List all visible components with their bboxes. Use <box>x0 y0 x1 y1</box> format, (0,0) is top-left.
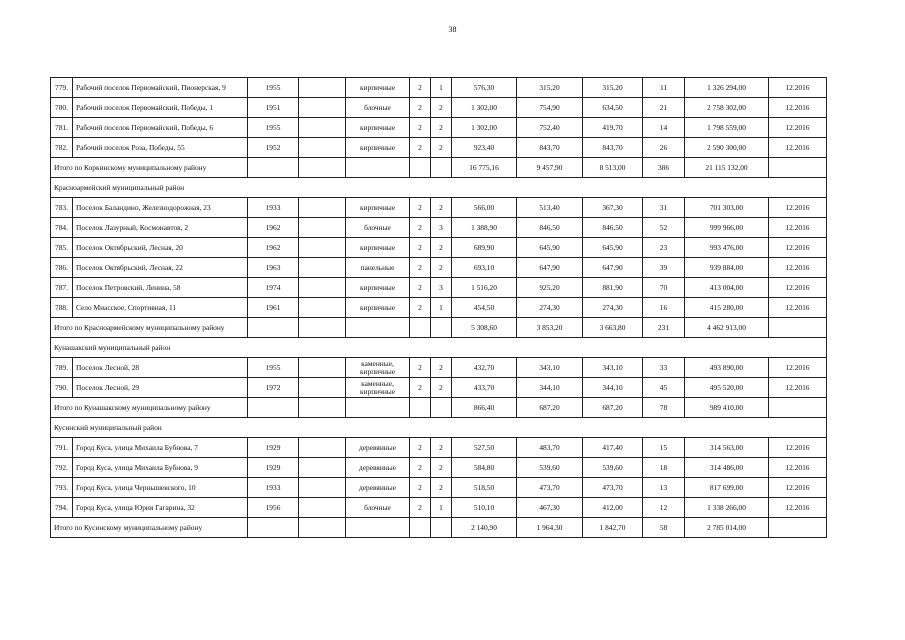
empty-cell <box>248 518 299 538</box>
address-cell: Поселок Октябрьский, Лесная, 22 <box>73 258 248 278</box>
district-section-row <box>51 338 827 358</box>
table-row <box>51 278 827 298</box>
residential-area-sum-cell: 1 842,70 <box>583 518 643 538</box>
total-area-cell: 689,90 <box>452 238 517 258</box>
empty-cell <box>769 158 827 178</box>
total-area-cell: 518,50 <box>452 478 517 498</box>
residential-area-cell: 315,20 <box>583 78 643 98</box>
wall-material-cell: кирпичные <box>346 278 410 298</box>
wall-material-cell: кирпичные <box>346 298 410 318</box>
year-cell: 1929 <box>248 438 299 458</box>
entrances-cell: 2 <box>431 378 452 398</box>
year-cell: 1956 <box>248 498 299 518</box>
residents-cell: 33 <box>643 358 685 378</box>
residential-area-cell: 419,70 <box>583 118 643 138</box>
row-number-cell: 786. <box>51 258 73 278</box>
residential-area-sum-cell: 3 663,80 <box>583 318 643 338</box>
living-area-cell: 843,70 <box>517 138 583 158</box>
deadline-cell: 12.2016 <box>769 198 827 218</box>
empty-cell <box>769 398 827 418</box>
wall-material-cell: кирпичные <box>346 118 410 138</box>
wall-material-cell: панельные <box>346 258 410 278</box>
deadline-cell: 12.2016 <box>769 118 827 138</box>
empty-cell <box>431 318 452 338</box>
living-area-cell: 647,90 <box>517 258 583 278</box>
address-cell: Село Миасское, Спортивная, 11 <box>73 298 248 318</box>
address-cell: Город Куса, улица Михаила Бубнова, 7 <box>73 438 248 458</box>
empty-cell <box>299 318 346 338</box>
empty-cell <box>410 518 431 538</box>
floors-cell: 2 <box>410 198 431 218</box>
empty-cell <box>299 78 346 98</box>
wall-material-cell: каменные, кирпичные <box>346 358 410 378</box>
living-area-cell: 539,60 <box>517 458 583 478</box>
total-label-cell: Итого по Кусинскому муниципальному району <box>51 518 248 538</box>
year-cell: 1962 <box>248 218 299 238</box>
empty-cell <box>410 158 431 178</box>
entrances-cell: 3 <box>431 278 452 298</box>
floors-cell: 2 <box>410 278 431 298</box>
residents-cell: 11 <box>643 78 685 98</box>
district-total-row <box>51 318 827 338</box>
empty-cell <box>410 318 431 338</box>
wall-material-cell: блочные <box>346 498 410 518</box>
entrances-cell: 2 <box>431 238 452 258</box>
deadline-cell: 12.2016 <box>769 378 827 398</box>
floors-cell: 2 <box>410 238 431 258</box>
empty-cell <box>299 298 346 318</box>
table-row <box>51 458 827 478</box>
living-area-cell: 846,50 <box>517 218 583 238</box>
living-area-cell: 344,10 <box>517 378 583 398</box>
total-area-cell: 510,10 <box>452 498 517 518</box>
row-number-cell: 787. <box>51 278 73 298</box>
address-cell: Рабочий поселок Первомайский, Победы, 1 <box>73 98 248 118</box>
row-number-cell: 785. <box>51 238 73 258</box>
total-area-cell: 1 302,00 <box>452 118 517 138</box>
residents-cell: 12 <box>643 498 685 518</box>
entrances-cell: 1 <box>431 298 452 318</box>
living-area-sum-cell: 1 964,30 <box>517 518 583 538</box>
row-number-cell: 794. <box>51 498 73 518</box>
empty-cell <box>346 158 410 178</box>
residents-cell: 70 <box>643 278 685 298</box>
table-row <box>51 138 827 158</box>
deadline-cell: 12.2016 <box>769 438 827 458</box>
living-area-cell: 483,70 <box>517 438 583 458</box>
cost-cell: 993 476,00 <box>685 238 769 258</box>
address-cell: Поселок Октябрьский, Лесная, 20 <box>73 238 248 258</box>
district-heading: Красноармейский муниципальный район <box>51 178 827 198</box>
row-number-cell: 788. <box>51 298 73 318</box>
floors-cell: 2 <box>410 498 431 518</box>
living-area-cell: 513,40 <box>517 198 583 218</box>
empty-cell <box>299 398 346 418</box>
floors-cell: 2 <box>410 358 431 378</box>
table-row <box>51 258 827 278</box>
year-cell: 1951 <box>248 98 299 118</box>
residents-cell: 18 <box>643 458 685 478</box>
cost-cell: 415 280,00 <box>685 298 769 318</box>
residents-cell: 26 <box>643 138 685 158</box>
living-area-cell: 274,30 <box>517 298 583 318</box>
total-label-cell: Итого по Коркинскому муниципальному району <box>51 158 248 178</box>
wall-material-cell: каменные, кирпичные <box>346 378 410 398</box>
wall-material-cell: блочные <box>346 98 410 118</box>
residents-cell: 31 <box>643 198 685 218</box>
year-cell: 1972 <box>248 378 299 398</box>
residents-cell: 45 <box>643 378 685 398</box>
cost-cell: 314 486,00 <box>685 458 769 478</box>
year-cell: 1955 <box>248 78 299 98</box>
entrances-cell: 2 <box>431 478 452 498</box>
total-area-cell: 433,70 <box>452 378 517 398</box>
district-section-row <box>51 178 827 198</box>
table-row <box>51 238 827 258</box>
empty-cell <box>346 518 410 538</box>
residents-cell: 23 <box>643 238 685 258</box>
table-row <box>51 378 827 398</box>
total-area-cell: 527,50 <box>452 438 517 458</box>
empty-cell <box>299 458 346 478</box>
residential-area-cell: 417,40 <box>583 438 643 458</box>
floors-cell: 2 <box>410 478 431 498</box>
cost-cell: 1 326 294,00 <box>685 78 769 98</box>
empty-cell <box>248 398 299 418</box>
residential-area-cell: 274,30 <box>583 298 643 318</box>
empty-cell <box>431 398 452 418</box>
empty-cell <box>299 118 346 138</box>
floors-cell: 2 <box>410 298 431 318</box>
floors-cell: 2 <box>410 78 431 98</box>
address-cell: Рабочий поселок Первомайский, Пионерская, 9 <box>73 78 248 98</box>
residential-area-cell: 881,90 <box>583 278 643 298</box>
entrances-cell: 2 <box>431 438 452 458</box>
floors-cell: 2 <box>410 98 431 118</box>
residents-cell: 13 <box>643 478 685 498</box>
row-number-cell: 781. <box>51 118 73 138</box>
deadline-cell: 12.2016 <box>769 138 827 158</box>
wall-material-cell: деревянные <box>346 458 410 478</box>
cost-sum-cell: 989 410,00 <box>685 398 769 418</box>
year-cell: 1933 <box>248 478 299 498</box>
address-cell: Поселок Лесной, 29 <box>73 378 248 398</box>
total-area-sum-cell: 866,40 <box>452 398 517 418</box>
row-number-cell: 791. <box>51 438 73 458</box>
entrances-cell: 2 <box>431 118 452 138</box>
cost-cell: 2 590 300,00 <box>685 138 769 158</box>
district-heading: Кунашакский муниципальный район <box>51 338 827 358</box>
wall-material-cell: кирпичные <box>346 198 410 218</box>
residents-sum-cell: 231 <box>643 318 685 338</box>
entrances-cell: 3 <box>431 218 452 238</box>
wall-material-cell: кирпичные <box>346 78 410 98</box>
total-area-cell: 1 302,00 <box>452 98 517 118</box>
table-row <box>51 98 827 118</box>
residential-area-cell: 645,90 <box>583 238 643 258</box>
district-total-row <box>51 398 827 418</box>
row-number-cell: 783. <box>51 198 73 218</box>
year-cell: 1955 <box>248 118 299 138</box>
entrances-cell: 1 <box>431 78 452 98</box>
table-row <box>51 118 827 138</box>
empty-cell <box>299 498 346 518</box>
total-area-cell: 584,80 <box>452 458 517 478</box>
address-cell: Поселок Петровский, Ленина, 58 <box>73 278 248 298</box>
residential-area-cell: 412,00 <box>583 498 643 518</box>
floors-cell: 2 <box>410 258 431 278</box>
residents-cell: 21 <box>643 98 685 118</box>
table-row <box>51 478 827 498</box>
total-area-cell: 1 516,20 <box>452 278 517 298</box>
residents-sum-cell: 58 <box>643 518 685 538</box>
cost-cell: 2 758 302,00 <box>685 98 769 118</box>
address-cell: Поселок Баландино, Железнодорожная, 23 <box>73 198 248 218</box>
deadline-cell: 12.2016 <box>769 478 827 498</box>
address-cell: Город Куса, улица Михаила Бубнова, 9 <box>73 458 248 478</box>
cost-sum-cell: 4 462 913,00 <box>685 318 769 338</box>
living-area-cell: 752,40 <box>517 118 583 138</box>
residential-area-sum-cell: 8 513,00 <box>583 158 643 178</box>
address-cell: Рабочий поселок Роза, Победы, 55 <box>73 138 248 158</box>
total-area-sum-cell: 5 308,60 <box>452 318 517 338</box>
row-number-cell: 793. <box>51 478 73 498</box>
empty-cell <box>299 138 346 158</box>
residents-sum-cell: 386 <box>643 158 685 178</box>
residential-area-cell: 344,10 <box>583 378 643 398</box>
cost-cell: 999 966,00 <box>685 218 769 238</box>
total-area-cell: 576,30 <box>452 78 517 98</box>
floors-cell: 2 <box>410 118 431 138</box>
empty-cell <box>431 518 452 538</box>
entrances-cell: 2 <box>431 98 452 118</box>
entrances-cell: 2 <box>431 458 452 478</box>
deadline-cell: 12.2016 <box>769 458 827 478</box>
living-area-cell: 473,70 <box>517 478 583 498</box>
table-row <box>51 78 827 98</box>
year-cell: 1955 <box>248 358 299 378</box>
row-number-cell: 789. <box>51 358 73 378</box>
cost-cell: 314 563,00 <box>685 438 769 458</box>
total-area-cell: 923,40 <box>452 138 517 158</box>
row-number-cell: 779. <box>51 78 73 98</box>
residents-cell: 39 <box>643 258 685 278</box>
empty-cell <box>769 318 827 338</box>
residential-area-cell: 843,70 <box>583 138 643 158</box>
deadline-cell: 12.2016 <box>769 298 827 318</box>
living-area-cell: 343,10 <box>517 358 583 378</box>
empty-cell <box>299 258 346 278</box>
district-total-row <box>51 518 827 538</box>
table-body <box>51 78 827 538</box>
total-area-cell: 1 388,90 <box>452 218 517 238</box>
deadline-cell: 12.2016 <box>769 218 827 238</box>
living-area-cell: 754,90 <box>517 98 583 118</box>
empty-cell <box>299 158 346 178</box>
page-number: 38 <box>448 25 457 34</box>
empty-cell <box>299 218 346 238</box>
living-area-sum-cell: 9 457,90 <box>517 158 583 178</box>
living-area-sum-cell: 3 853,20 <box>517 318 583 338</box>
district-total-row <box>51 158 827 178</box>
entrances-cell: 2 <box>431 358 452 378</box>
total-area-cell: 566,00 <box>452 198 517 218</box>
living-area-cell: 645,90 <box>517 238 583 258</box>
entrances-cell: 2 <box>431 258 452 278</box>
empty-cell <box>299 478 346 498</box>
residential-area-cell: 846,50 <box>583 218 643 238</box>
total-area-sum-cell: 16 775,16 <box>452 158 517 178</box>
cost-cell: 1 338 266,00 <box>685 498 769 518</box>
floors-cell: 2 <box>410 378 431 398</box>
total-label-cell: Итого по Кунашакскому муниципальному району <box>51 398 248 418</box>
cost-cell: 1 798 559,00 <box>685 118 769 138</box>
address-cell: Город Куса, улица Чернышевского, 10 <box>73 478 248 498</box>
row-number-cell: 780. <box>51 98 73 118</box>
cost-cell: 939 884,00 <box>685 258 769 278</box>
deadline-cell: 12.2016 <box>769 98 827 118</box>
deadline-cell: 12.2016 <box>769 258 827 278</box>
empty-cell <box>299 98 346 118</box>
district-section-row <box>51 418 827 438</box>
empty-cell <box>299 278 346 298</box>
empty-cell <box>346 398 410 418</box>
year-cell: 1929 <box>248 458 299 478</box>
empty-cell <box>299 518 346 538</box>
empty-cell <box>769 518 827 538</box>
cost-cell: 817 699,00 <box>685 478 769 498</box>
wall-material-cell: кирпичные <box>346 138 410 158</box>
address-cell: Поселок Лесной, 28 <box>73 358 248 378</box>
year-cell: 1961 <box>248 298 299 318</box>
living-area-cell: 467,30 <box>517 498 583 518</box>
deadline-cell: 12.2016 <box>769 498 827 518</box>
residents-cell: 52 <box>643 218 685 238</box>
year-cell: 1963 <box>248 258 299 278</box>
living-area-sum-cell: 687,20 <box>517 398 583 418</box>
total-area-sum-cell: 2 140,90 <box>452 518 517 538</box>
empty-cell <box>299 438 346 458</box>
table-row <box>51 438 827 458</box>
floors-cell: 2 <box>410 438 431 458</box>
living-area-cell: 315,20 <box>517 78 583 98</box>
row-number-cell: 792. <box>51 458 73 478</box>
residents-cell: 15 <box>643 438 685 458</box>
cost-cell: 495 520,00 <box>685 378 769 398</box>
total-label-cell: Итого по Красноармейскому муниципальному району <box>51 318 248 338</box>
empty-cell <box>248 318 299 338</box>
cost-sum-cell: 21 115 132,00 <box>685 158 769 178</box>
table-row <box>51 298 827 318</box>
wall-material-cell: деревянные <box>346 478 410 498</box>
deadline-cell: 12.2016 <box>769 238 827 258</box>
residents-cell: 16 <box>643 298 685 318</box>
address-cell: Поселок Лазурный, Космонавтов, 2 <box>73 218 248 238</box>
deadline-cell: 12.2016 <box>769 278 827 298</box>
total-area-cell: 454,50 <box>452 298 517 318</box>
empty-cell <box>299 238 346 258</box>
cost-cell: 701 303,00 <box>685 198 769 218</box>
empty-cell <box>431 158 452 178</box>
cost-sum-cell: 2 785 014,00 <box>685 518 769 538</box>
wall-material-cell: кирпичные <box>346 238 410 258</box>
residents-sum-cell: 78 <box>643 398 685 418</box>
year-cell: 1933 <box>248 198 299 218</box>
total-area-cell: 693,10 <box>452 258 517 278</box>
residential-area-cell: 634,50 <box>583 98 643 118</box>
floors-cell: 2 <box>410 218 431 238</box>
row-number-cell: 782. <box>51 138 73 158</box>
residential-area-sum-cell: 687,20 <box>583 398 643 418</box>
deadline-cell: 12.2016 <box>769 358 827 378</box>
row-number-cell: 790. <box>51 378 73 398</box>
address-cell: Город Куса, улица Юрия Гагарина, 32 <box>73 498 248 518</box>
cost-cell: 493 890,00 <box>685 358 769 378</box>
residential-area-cell: 367,30 <box>583 198 643 218</box>
wall-material-cell: деревянные <box>346 438 410 458</box>
table-row <box>51 218 827 238</box>
living-area-cell: 925,20 <box>517 278 583 298</box>
empty-cell <box>346 318 410 338</box>
floors-cell: 2 <box>410 138 431 158</box>
empty-cell <box>299 198 346 218</box>
year-cell: 1952 <box>248 138 299 158</box>
entrances-cell: 2 <box>431 198 452 218</box>
cost-cell: 413 004,00 <box>685 278 769 298</box>
empty-cell <box>299 358 346 378</box>
district-heading: Кусинский муниципальный район <box>51 418 827 438</box>
address-cell: Рабочий поселок Первомайский, Победы, 6 <box>73 118 248 138</box>
entrances-cell: 1 <box>431 498 452 518</box>
row-number-cell: 784. <box>51 218 73 238</box>
year-cell: 1974 <box>248 278 299 298</box>
empty-cell <box>299 378 346 398</box>
wall-material-cell: блочные <box>346 218 410 238</box>
table-row <box>51 498 827 518</box>
residential-area-cell: 473,70 <box>583 478 643 498</box>
table-row <box>51 198 827 218</box>
housing-register-table <box>50 77 827 538</box>
table-row <box>51 358 827 378</box>
residential-area-cell: 343,10 <box>583 358 643 378</box>
residential-area-cell: 647,90 <box>583 258 643 278</box>
total-area-cell: 432,70 <box>452 358 517 378</box>
empty-cell <box>248 158 299 178</box>
entrances-cell: 2 <box>431 138 452 158</box>
residents-cell: 14 <box>643 118 685 138</box>
deadline-cell: 12.2016 <box>769 78 827 98</box>
empty-cell <box>410 398 431 418</box>
year-cell: 1962 <box>248 238 299 258</box>
residential-area-cell: 539,60 <box>583 458 643 478</box>
floors-cell: 2 <box>410 458 431 478</box>
